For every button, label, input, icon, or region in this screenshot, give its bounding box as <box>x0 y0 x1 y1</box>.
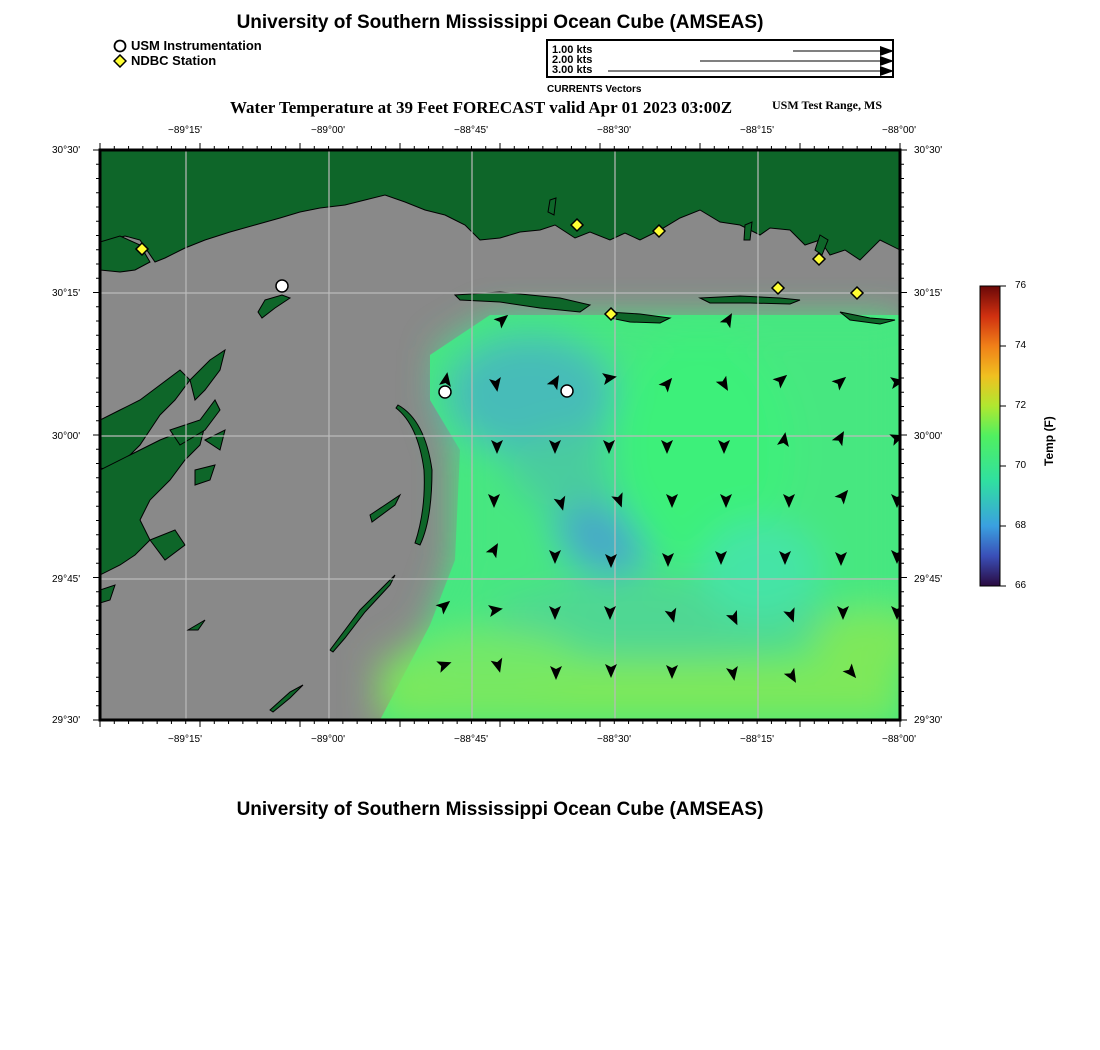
vector-key-label-2: 2.00 kts <box>552 54 593 66</box>
map-title: University of Southern Mississippi Ocean Cube (AMSEAS) <box>236 12 764 33</box>
x-tick-top-5: −88°15' <box>740 125 774 136</box>
legend-ndbc-label: NDBC Station <box>131 53 217 68</box>
colorbar-title: Temp (F) <box>1042 416 1056 466</box>
y-tick-right-1: 30°30' <box>914 145 943 156</box>
x-tick-bottom-6: −88°00' <box>882 734 916 745</box>
y-tick-left-3: 30°00' <box>52 431 81 442</box>
colorbar-label-70: 70 <box>1015 460 1027 471</box>
usm-station-marker[interactable] <box>561 385 573 397</box>
y-tick-left-2: 30°15' <box>52 288 81 299</box>
region-label: USM Test Range, MS <box>772 98 883 112</box>
colorbar-label-76: 76 <box>1015 280 1027 291</box>
y-tick-right-3: 30°00' <box>914 431 943 442</box>
x-tick-top-4: −88°30' <box>597 125 631 136</box>
x-tick-bottom-1: −89°15' <box>168 734 202 745</box>
footer-title: University of Southern Mississippi Ocean Cube (AMSEAS) <box>236 799 764 820</box>
y-tick-right-2: 30°15' <box>914 288 943 299</box>
colorbar-label-72: 72 <box>1015 400 1027 411</box>
colorbar-label-74: 74 <box>1015 340 1027 351</box>
x-tick-top-6: −88°00' <box>882 125 916 136</box>
forecast-subtitle: Water Temperature at 39 Feet FORECAST valid Apr 01 2023 03:00Z <box>230 98 733 117</box>
y-tick-right-4: 29°45' <box>914 574 943 585</box>
x-tick-bottom-5: −88°15' <box>740 734 774 745</box>
x-tick-top-1: −89°15' <box>168 125 202 136</box>
y-tick-left-5: 29°30' <box>52 715 81 726</box>
colorbar-label-68: 68 <box>1015 520 1027 531</box>
vector-key-label-1: 1.00 kts <box>552 44 593 56</box>
y-tick-left-4: 29°45' <box>52 574 81 585</box>
y-tick-left-1: 30°30' <box>52 145 81 156</box>
vector-key-label-3: 3.00 kts <box>552 64 593 76</box>
x-tick-top-3: −88°45' <box>454 125 488 136</box>
usm-station-marker[interactable] <box>439 386 451 398</box>
x-tick-top-2: −89°00' <box>311 125 345 136</box>
colorbar <box>975 280 1015 592</box>
legend-usm-label: USM Instrumentation <box>131 38 262 53</box>
x-tick-bottom-2: −89°00' <box>311 734 345 745</box>
colorbar-label-66: 66 <box>1015 580 1027 591</box>
y-tick-right-5: 29°30' <box>914 715 943 726</box>
temperature-field <box>380 315 930 720</box>
vector-key-caption: CURRENTS Vectors <box>547 84 642 95</box>
x-tick-bottom-4: −88°30' <box>597 734 631 745</box>
x-tick-bottom-3: −88°45' <box>454 734 488 745</box>
usm-station-marker[interactable] <box>276 280 288 292</box>
